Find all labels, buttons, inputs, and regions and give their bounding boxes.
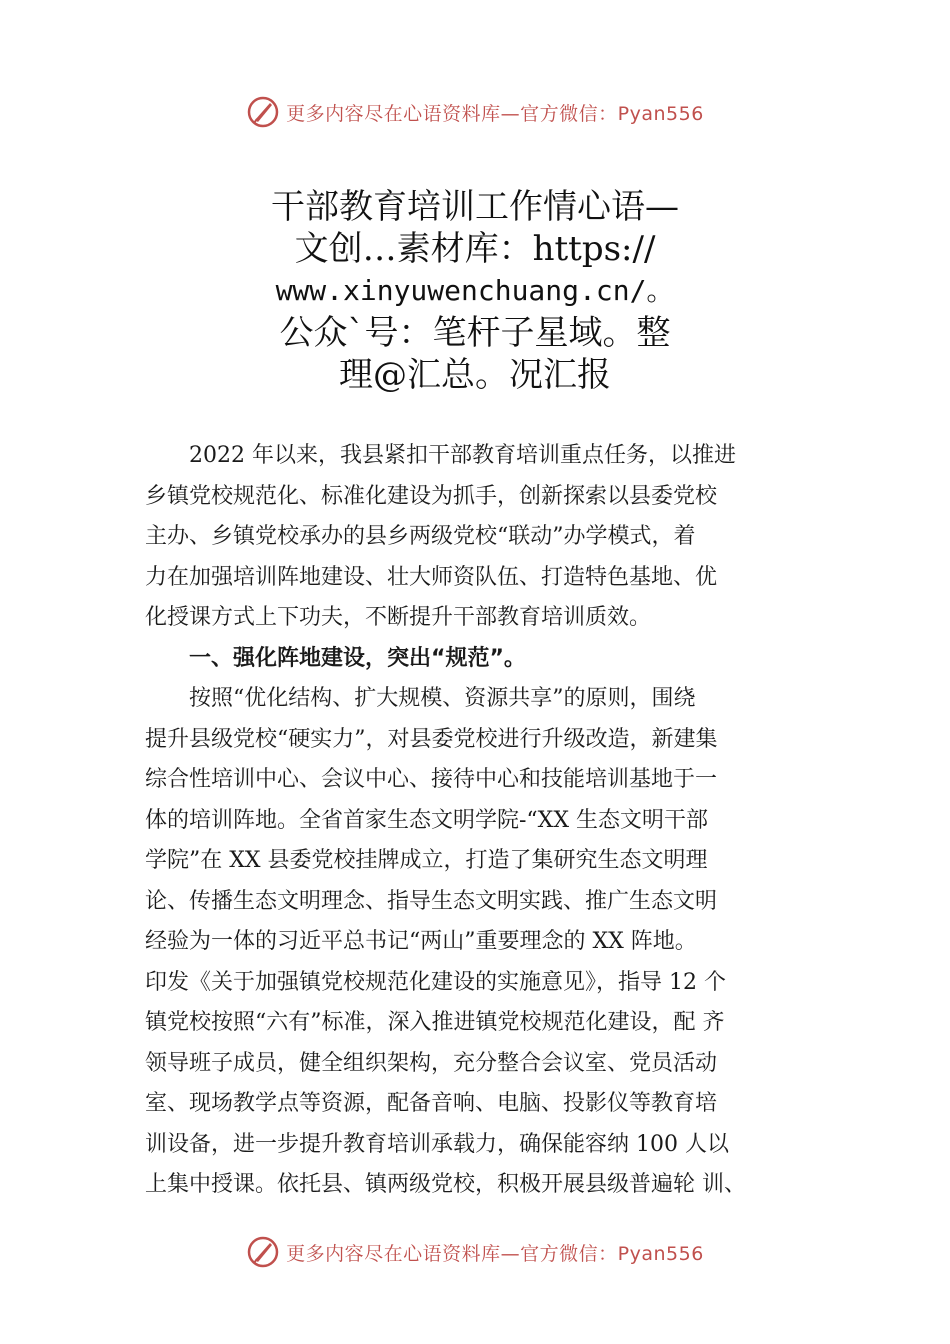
paragraph-line: 印发《关于加强镇党校规范化建设的实施意见》，指导 12 个 <box>145 969 726 995</box>
paragraph-line: 上集中授课。依托县、镇两级党校，积极开展县级普遍轮 训、 <box>145 1172 746 1197</box>
section-heading: 一、强化阵地建设，突出“规范”。 <box>189 645 526 671</box>
paragraph-line: 化授课方式上下功夫，不断提升干部教育培训质效。 <box>145 605 652 630</box>
paragraph-line: 镇党校按照“六有”标准，深入推进镇党校规范化建设，配 齐 <box>145 1010 725 1035</box>
paragraph-line: 2022 年以来，我县紧扣干部教育培训重点任务，以推进 <box>189 443 736 468</box>
title-line: 理@汇总。况汇报 <box>339 355 611 395</box>
title-line-url: www.xinyuwenchuang.cn/。 <box>275 274 675 307</box>
paragraph-line: 领导班子成员，健全组织架构，充分整合会议室、党员活动 <box>145 1050 718 1076</box>
title-line: 干部教育培训工作情心语— <box>271 187 679 227</box>
paragraph-line: 按照“优化结构、扩大规模、资源共享”的原则，围绕 <box>189 686 696 711</box>
paragraph-line: 综合性培训中心、会议中心、接待中心和技能培训基地于一 <box>145 767 718 792</box>
footer-banner-text: 更多内容尽在心语资料库—官方微信：Pyan556 <box>286 1242 704 1265</box>
paragraph-line: 提升县级党校“硬实力”，对县委党校进行升级改造，新建集 <box>145 726 718 752</box>
paragraph-line: 室、现场教学点等资源，配备音响、电脑、投影仪等教育培 <box>145 1091 718 1116</box>
title-line: 文创…素材库：https:// <box>294 229 656 269</box>
paragraph-line: 学院”在 XX 县委党校挂牌成立，打造了集研究生态文明理 <box>145 848 708 873</box>
header-watermark-banner <box>0 92 950 132</box>
quill-pen-logo-icon <box>246 95 280 129</box>
paragraph-line: 乡镇党校规范化、标准化建设为抓手，创新探索以县委党校 <box>145 483 718 509</box>
paragraph-line: 论、传播生态文明理念、指导生态文明实践、推广生态文明 <box>145 888 718 914</box>
document-title <box>145 186 805 396</box>
paragraph-line: 主办、乡镇党校承办的县乡两级党校“联动”办学模式，着 <box>145 524 696 549</box>
footer-watermark-banner <box>0 1232 950 1272</box>
document-body <box>145 436 805 1206</box>
paragraph-line: 力在加强培训阵地建设、壮大师资队伍、打造特色基地、优 <box>145 564 718 590</box>
paragraph-line: 体的培训阵地。全省首家生态文明学院-“XX 生态文明干部 <box>145 807 708 833</box>
header-banner-text: 更多内容尽在心语资料库—官方微信：Pyan556 <box>286 102 704 125</box>
title-line: 公众`号：笔杆子星域。整 <box>279 313 671 353</box>
paragraph-line: 经验为一体的习近平总书记“两山”重要理念的 XX 阵地。 <box>145 929 697 954</box>
quill-pen-logo-icon <box>246 1235 280 1269</box>
paragraph-line: 训设备，进一步提升教育培训承载力，确保能容纳 100 人以 <box>145 1131 729 1157</box>
